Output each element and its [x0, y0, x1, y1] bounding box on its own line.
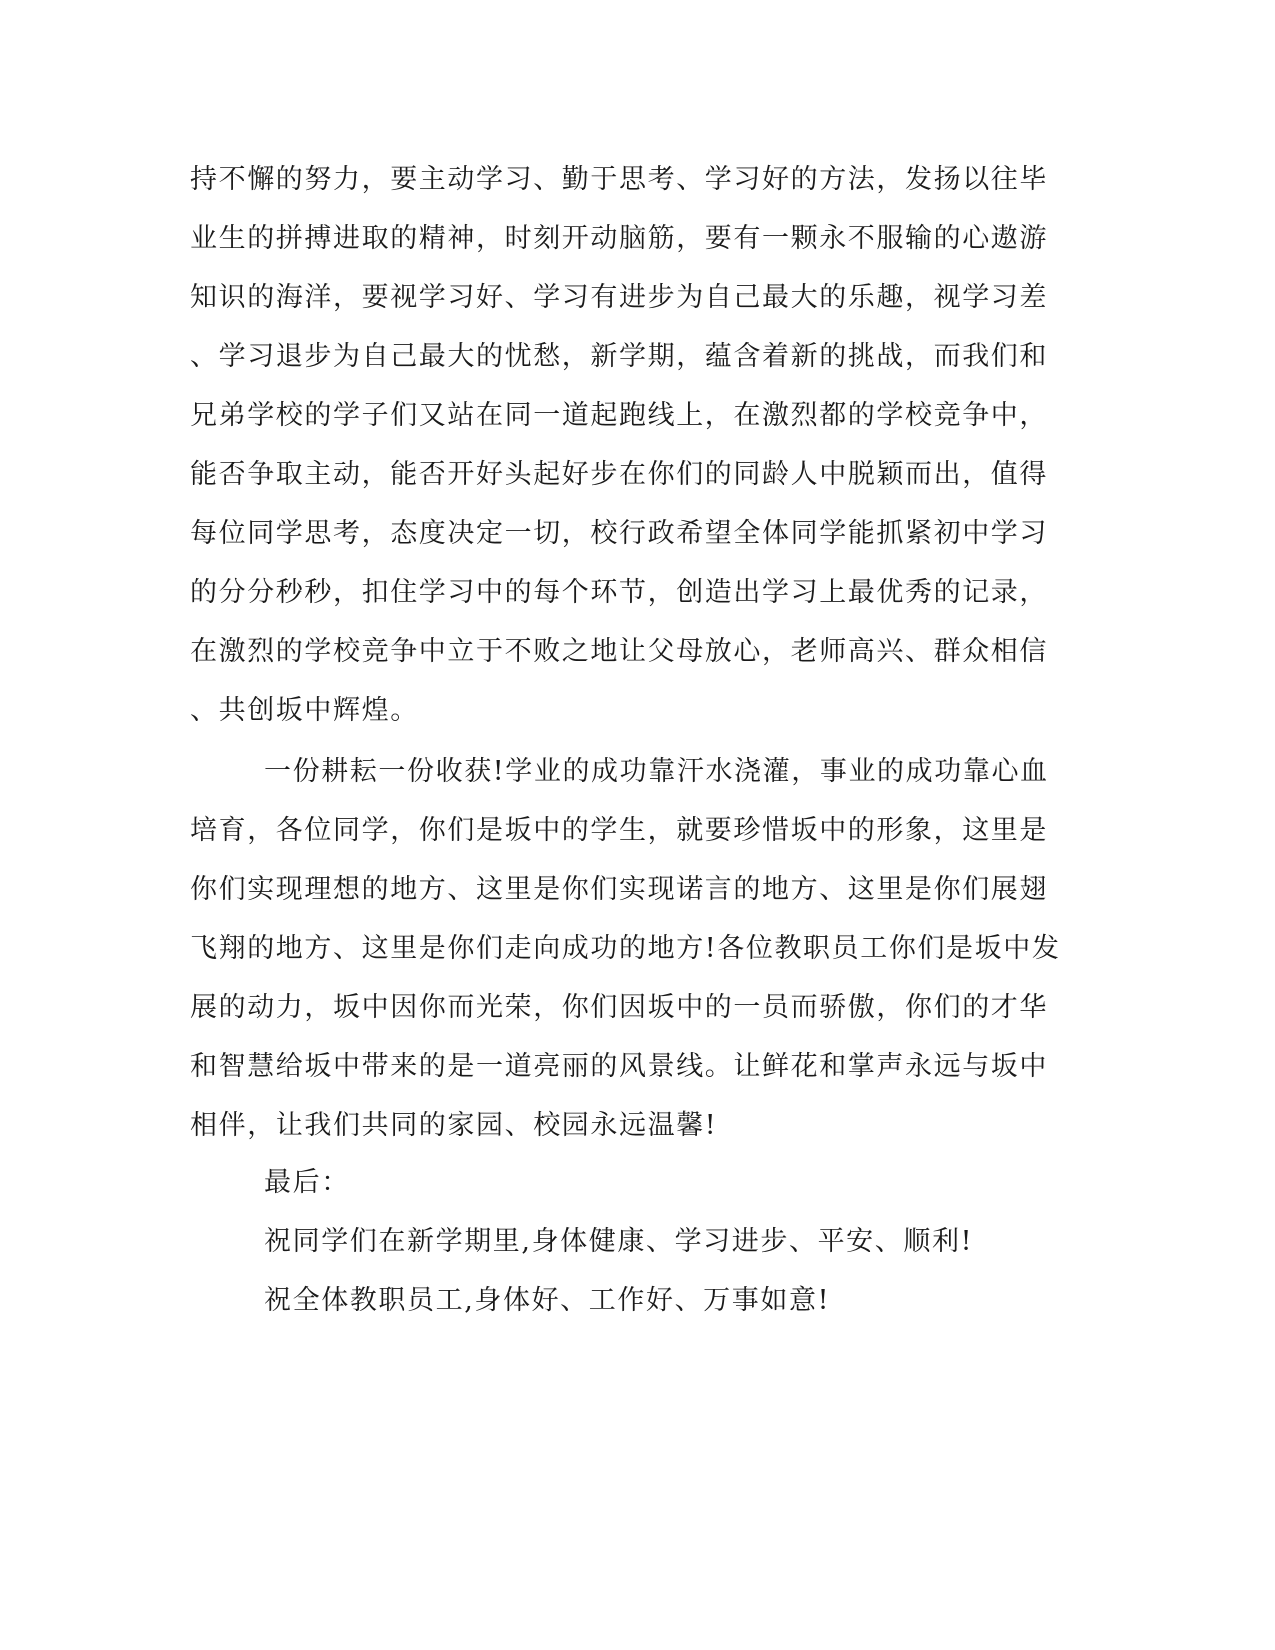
text-line: 你们实现理想的地方、这里是你们实现诺言的地方、这里是你们展翅 [190, 874, 1048, 905]
text-line: 兄弟学校的学子们又站在同一道起跑线上，在激烈都的学校竞争中， [190, 400, 1048, 431]
text-line: 培育，各位同学，你们是坂中的学生，就要珍惜坂中的形象，这里是 [190, 815, 1048, 846]
text-line: 展的动力，坂中因你而光荣，你们因坂中的一员而骄傲，你们的才华 [190, 992, 1048, 1023]
text-line: 知识的海洋，要视学习好、学习有进步为自己最大的乐趣，视学习差 [190, 282, 1048, 313]
closing-heading: 最后： [264, 1167, 350, 1198]
text-line: 在激烈的学校竞争中立于不败之地让父母放心，老师高兴、群众相信 [190, 636, 1048, 667]
text-line: 持不懈的努力，要主动学习、勤于思考、学习好的方法，发扬以往毕 [190, 164, 1048, 195]
text-line: 、共创坂中辉煌。 [190, 695, 419, 726]
text-line: 、学习退步为自己最大的忧愁，新学期，蕴含着新的挑战，而我们和 [190, 341, 1048, 372]
text-line: 飞翔的地方、这里是你们走向成功的地方!各位教职员工你们是坂中发 [190, 933, 1061, 964]
text-line: 的分分秒秒，扣住学习中的每个环节，创造出学习上最优秀的记录， [190, 577, 1048, 608]
closing-wish-staff: 祝全体教职员工,身体好、工作好、万事如意! [264, 1285, 831, 1316]
text-line: 和智慧给坂中带来的是一道亮丽的风景线。让鲜花和掌声永远与坂中 [190, 1051, 1048, 1082]
text-line: 能否争取主动，能否开好头起好步在你们的同龄人中脱颖而出，值得 [190, 459, 1048, 490]
text-line: 相伴，让我们共同的家园、校园永远温馨! [190, 1110, 718, 1141]
closing-wish-students: 祝同学们在新学期里,身体健康、学习进步、平安、顺利! [264, 1226, 974, 1257]
text-line: 一份耕耘一份收获!学业的成功靠汗水浇灌，事业的成功靠心血 [264, 756, 1049, 787]
text-line: 业生的拼搏进取的精神，时刻开动脑筋，要有一颗永不服输的心遨游 [190, 223, 1048, 254]
text-line: 每位同学思考，态度决定一切，校行政希望全体同学能抓紧初中学习 [190, 518, 1048, 549]
